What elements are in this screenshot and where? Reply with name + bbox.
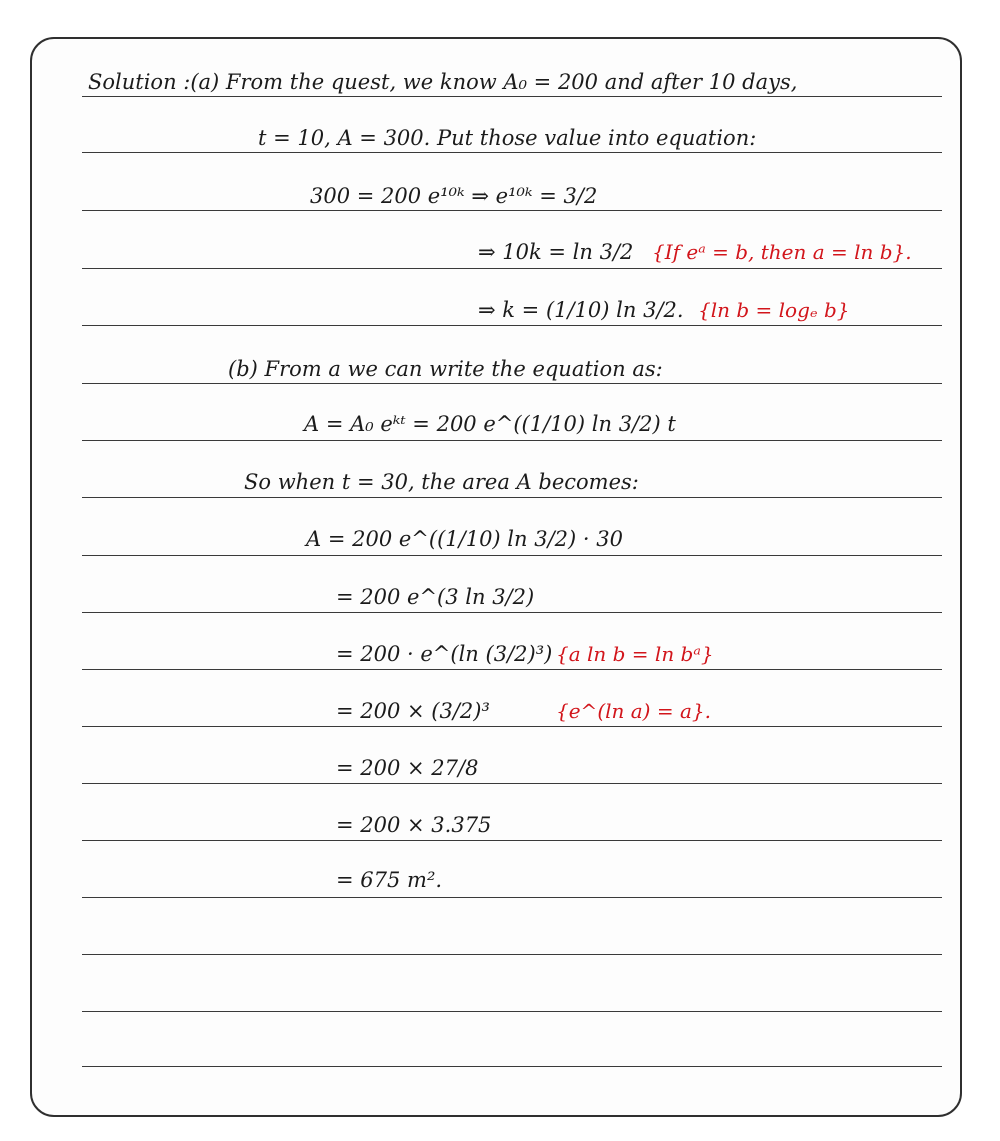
ruled-line <box>82 440 942 441</box>
solution-line: So when t = 30, the area A becomes: <box>244 470 639 494</box>
annotation-note: {If eᵃ = b, then a = ln b}. <box>652 240 912 264</box>
solution-line: = 200 × 3.375 <box>336 813 492 837</box>
ruled-line <box>82 1066 942 1067</box>
solution-line: A = 200 e^((1/10) ln 3/2) · 30 <box>306 527 623 551</box>
ruled-line <box>82 669 942 670</box>
solution-line: A = A₀ eᵏᵗ = 200 e^((1/10) ln 3/2) t <box>304 412 676 436</box>
ruled-line <box>82 840 942 841</box>
ruled-line <box>82 152 942 153</box>
ruled-line <box>82 954 942 955</box>
solution-line: = 200 × (3/2)³ <box>336 699 490 723</box>
annotation-note: {ln b = logₑ b} <box>698 298 850 322</box>
ruled-line <box>82 96 942 97</box>
ruled-line <box>82 897 942 898</box>
ruled-line <box>82 726 942 727</box>
solution-line: = 200 e^(3 ln 3/2) <box>336 585 535 609</box>
ruled-line <box>82 555 942 556</box>
ruled-line <box>82 783 942 784</box>
ruled-line <box>82 325 942 326</box>
solution-line: ⇒ 10k = ln 3/2 <box>478 240 634 264</box>
annotation-note: {e^(ln a) = a}. <box>556 699 711 723</box>
solution-line: = 200 × 27/8 <box>336 756 479 780</box>
ruled-line <box>82 383 942 384</box>
ruled-line <box>82 210 942 211</box>
ruled-line <box>82 612 942 613</box>
ruled-line <box>82 497 942 498</box>
ruled-line <box>82 1011 942 1012</box>
solution-line: ⇒ k = (1/10) ln 3/2. <box>478 298 684 322</box>
solution-line: (b) From a we can write the equation as: <box>228 357 663 381</box>
solution-line: t = 10, A = 300. Put those value into equation: <box>258 126 757 150</box>
ruled-line <box>82 268 942 269</box>
solution-line: = 200 · e^(ln (3/2)³) <box>336 642 553 666</box>
solution-line: = 675 m². <box>336 868 443 892</box>
solution-line: Solution :(a) From the quest, we know A₀ = 200 and after 10 days, <box>88 70 798 94</box>
solution-line: 300 = 200 e¹⁰ᵏ ⇒ e¹⁰ᵏ = 3/2 <box>310 184 598 208</box>
annotation-note: {a ln b = ln bᵃ} <box>556 642 714 666</box>
